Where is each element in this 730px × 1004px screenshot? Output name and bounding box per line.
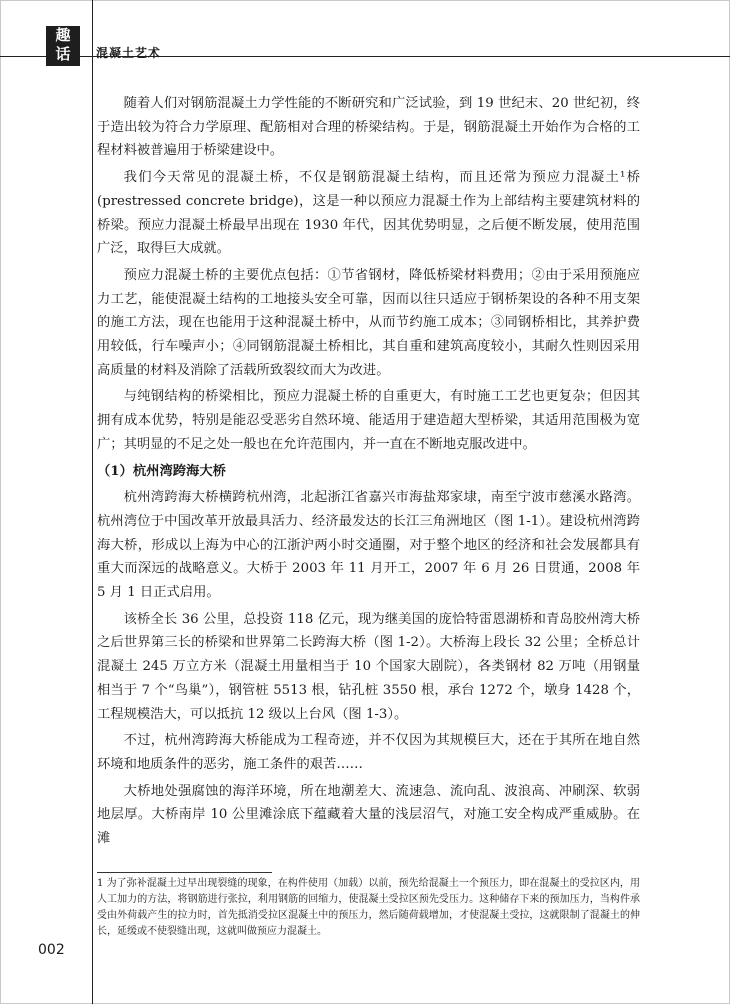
paragraph: 大桥地处强腐蚀的海洋环境，所在地潮差大、流速急、流向乱、波浪高、冲刷深、软弱地层厚。大桥南岸 10 公里滩涂底下蕴藏着大量的浅层沼气，对施工安全构成严重威胁。在滩	[97, 783, 640, 847]
section-heading: （1）杭州湾跨海大桥	[97, 463, 226, 479]
paragraph: 预应力混凝土桥的主要优点包括：①节省钢材，降低桥梁材料费用；②由于采用预施应力工艺，能使混凝土结构的工地接头安全可靠，因而以往只适应于钢桥架设的各种不用支架的施工方法，现在也能用于这种混凝土桥中，从而节约施工成本；③同钢桥相比，其养护费用较低，行车噪声小；④同钢筋混凝土桥相比，其自重和建筑高度较小，其耐久性则因采用高质量的材料及消除了活载所致裂纹而大为改进。	[97, 267, 640, 378]
margin-rule	[92, 0, 93, 1004]
logo-char: 话	[55, 45, 71, 63]
paragraph: 与纯钢结构的桥梁相比，预应力混凝土桥的自重更大，有时施工工艺也更复杂；但因其拥有成本优势，特别是能忍受恶劣自然环境、能适用于建造超大型桥梁，其适用范围极为宽广；其明显的不足之处一般也在允许范围内，并一直在不断地克服改进中。	[97, 389, 640, 452]
logo-char: 趣	[55, 26, 71, 44]
footnote: 1 为了弥补混凝土过早出现裂缝的现象，在构件使用（加载）以前，预先给混凝土一个预压力，即在混凝土的受拉区内，用人工加力的方法，将钢筋进行张拉，利用钢筋的回缩力，使混凝土受拉区预先受压力。这种储存下来的预加压力，当构件承受由外荷载产生的拉力时，首先抵消受拉区混凝土中的预压力，然后随荷载增加，才使混凝土受拉，这就限制了混凝土的伸长，延缓或不使裂缝出现，这就叫做预应力混凝土。	[97, 878, 640, 937]
paragraph: 随着人们对钢筋混凝土力学性能的不断研究和广泛试验，到 19 世纪末、20 世纪初，终于造出较为符合力学原理、配筋相对合理的桥梁结构。于是，钢筋混凝土开始作为合格的工程材料被普遍用于桥梁建设中。	[97, 96, 640, 159]
paragraph: 我们今天常见的混凝土桥，不仅是钢筋混凝土结构，而且还常为预应力混凝土¹桥 (prestressed concrete bridge)，这是一种以预应力混凝土作为上部结构主要建筑材料的桥梁。预应力混凝土桥最早出现在 1930 年代，因其优势明显，之后便不断发展，使用范围广泛，取得巨大成就。	[97, 170, 640, 257]
series-logo	[46, 26, 80, 66]
body-text	[97, 92, 640, 854]
paragraph: 不过，杭州湾跨海大桥能成为工程奇迹，并不仅因为其规模巨大，还在于其所在地自然环境和地质条件的恶劣，施工条件的艰苦……	[97, 733, 640, 772]
footnote-rule	[97, 872, 272, 873]
paragraph: 该桥全长 36 公里，总投资 118 亿元，现为继美国的庞恰特雷恩湖桥和青岛胶州湾大桥之后世界第三长的桥梁和世界第二长跨海大桥（图 1-2）。大桥海上段长 32 公里；全桥总计混凝土 245 万立方米（混凝土用量相当于 10 个国家大剧院），各类钢材 82 万吨（用钢量相当于 7 个“鸟巢”），钢管桩 5513 根，钻孔桩 3550 根，承台 1272 个，墩身 1428 个，工程规模浩大，可以抵抗 12 级以上台风（图 1-3）。	[97, 611, 640, 722]
paragraph: 杭州湾跨海大桥横跨杭州湾，北起浙江省嘉兴市海盐郑家埭，南至宁波市慈溪水路湾。杭州湾位于中国改革开放最具活力、经济最发达的长江三角洲地区（图 1-1）。建设杭州湾跨海大桥，形成以上海为中心的江浙沪两小时交通圈，对于整个地区的经济和社会发展都具有重大而深远的战略意义。大桥于 2003 年 11 月开工，2007 年 6 月 26 日贯通，2008 年 5 月 1 日正式启用。	[97, 490, 640, 601]
page-number: 002	[38, 942, 65, 958]
running-header: 混凝土艺术	[96, 46, 162, 60]
